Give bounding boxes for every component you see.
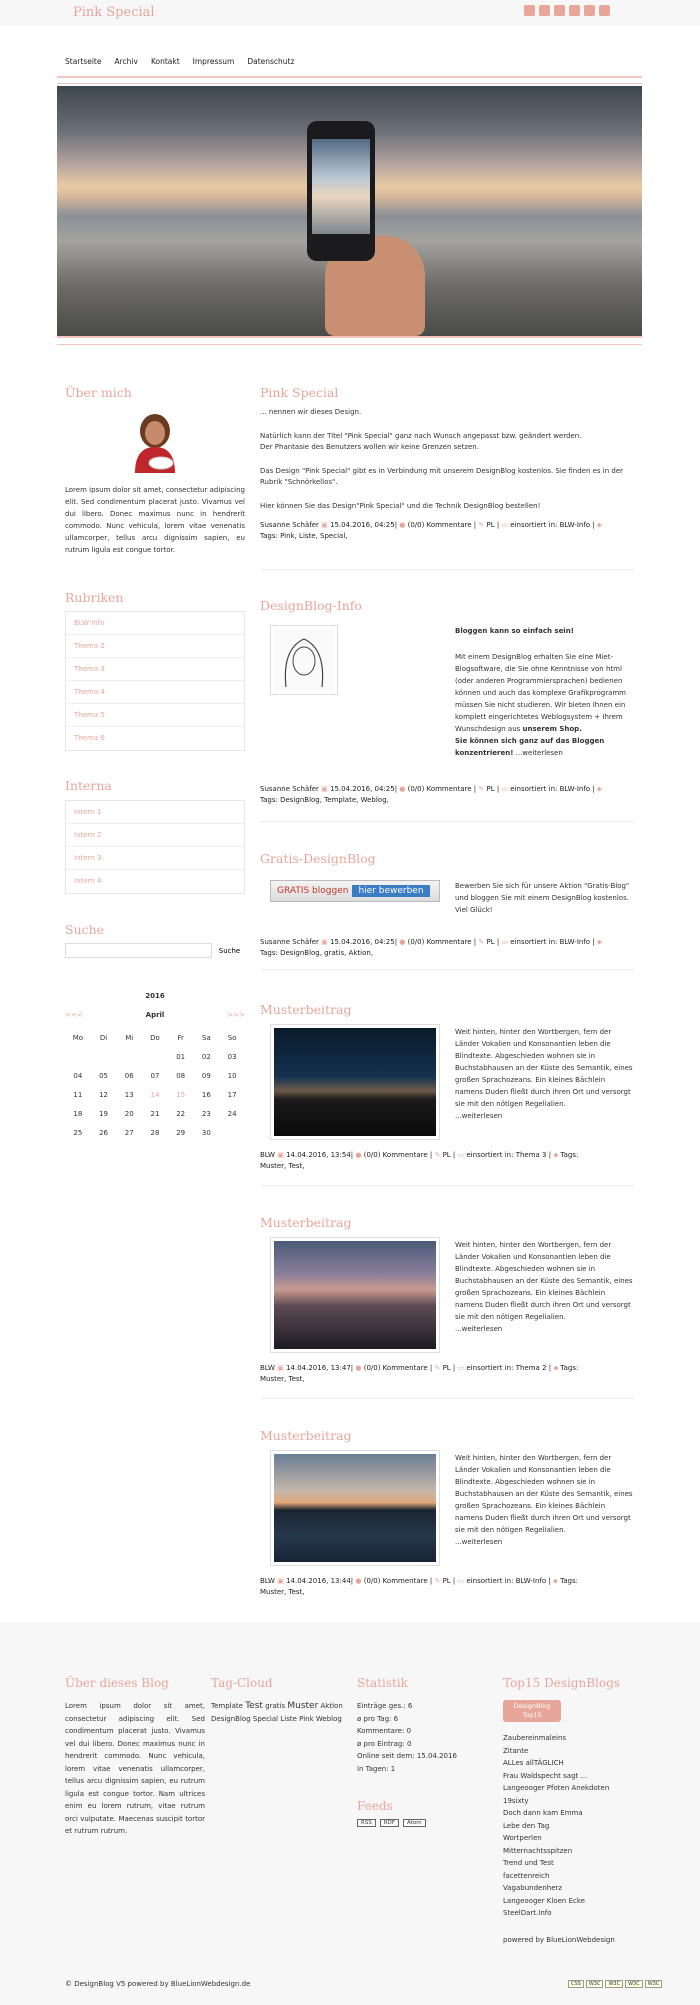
post-body: Bewerben Sie sich für unsere Aktion "Gratis-Blog" und bloggen Sie mit einem DesignBlog kostenlos. Viel Glück!: [455, 882, 630, 914]
calendar-day: 03: [227, 1052, 237, 1061]
tag-link[interactable]: Special: [252, 1715, 279, 1723]
stats-row: Online seit dem: 15.04.2016: [357, 1752, 457, 1760]
permalink[interactable]: PL: [442, 1364, 451, 1372]
search-input[interactable]: [65, 943, 212, 958]
weekday-label: Di: [99, 1033, 108, 1042]
tag-link[interactable]: gratis: [265, 1702, 286, 1710]
post-meta: BLW ▣ 14.04.2016, 13:54| ● (0/0) Kommentare | ✎ PL | ▭ einsortiert in: Thema 3 | ⬥ Tags: Muster, Test,: [260, 1151, 579, 1170]
top15-item[interactable]: ALLes allTÄGLICH: [503, 1759, 564, 1767]
post-thumbnail: [270, 1237, 440, 1353]
tag-link[interactable]: Weblog: [315, 1715, 342, 1723]
post-divider: [260, 1398, 635, 1399]
top15-item[interactable]: facettenreich: [503, 1871, 550, 1880]
weekday-label: So: [227, 1033, 237, 1042]
post-body: Weit hinten, hinter den Wortbergen, fern der Länder Vokalien und Konsonantien leben die Blindtexte. Abgeschieden wohnen sie in Buchstabhausen an der Küste des Semantik, eines großen Sprachozeans. Ein kleines Bächlein namens Duden fließt durch ihren Ort und versorgt sie mit den nötigen Regelialien. ...weiterlesen: [455, 1241, 633, 1333]
stats-row: ø pro Eintrag: 0: [357, 1739, 412, 1748]
feed-button[interactable]: Atom: [403, 1819, 426, 1827]
calendar-day: 06: [124, 1071, 134, 1080]
top15-item[interactable]: Zitante: [503, 1746, 529, 1755]
tags-links[interactable]: Muster, Test,: [260, 1162, 305, 1170]
post-line: Das Design "Pink Special" gibt es in Verbindung mit unserem DesignBlog kostenlos. Sie finden es in der Rubrik "Schnörkellos".: [260, 467, 624, 486]
calendar-prev[interactable]: <<<: [65, 1011, 83, 1019]
nav-startseite[interactable]: Startseite: [65, 57, 102, 66]
calendar-day-linked[interactable]: 15: [176, 1090, 186, 1099]
calendar-day: 05: [99, 1071, 109, 1080]
calendar-day: 23: [201, 1109, 211, 1118]
calendar-day: [65, 1047, 91, 1066]
top15-logo[interactable]: DesignBlog Top15: [503, 1700, 561, 1722]
post-body: Weit hinten, hinter den Wortbergen, fern der Länder Vokalien und Konsonantien leben die Blindtexte. Abgeschieden wohnen sie in Buchstabhausen an der Küste des Semantik, eines großen Sprachozeans. Ein kleines Bächlein namens Duden fließt durch ihren Ort und versorgt sie mit den nötigen Regelialien. ...weiterlesen: [455, 1028, 633, 1120]
footer-tagcloud: [211, 1676, 351, 1726]
stats-row: ø pro Tag: 6: [357, 1714, 399, 1723]
validator-badge: W3C: [586, 1980, 604, 1988]
calendar-day: 09: [201, 1071, 211, 1080]
top15-item[interactable]: Wortperlen: [503, 1834, 542, 1842]
category-list: [65, 611, 245, 751]
post-line: Hier können Sie das Design"Pink Special" und die Technik DesignBlog bestellen!: [260, 502, 541, 510]
shop-link[interactable]: unserem Shop.: [522, 725, 582, 733]
post-divider: [260, 821, 635, 822]
tags-links[interactable]: DesignBlog, gratis, Aktion,: [280, 949, 374, 957]
intern-item[interactable]: Intern 2: [66, 824, 244, 847]
instagram-icon[interactable]: [569, 5, 580, 16]
tags-links[interactable]: DesignBlog, Template, Weblog,: [280, 796, 389, 804]
footer-about: [65, 1676, 205, 1838]
post-title[interactable]: Musterbeitrag: [260, 1215, 352, 1230]
comments-link[interactable]: (0/0) Kommentare: [363, 1151, 428, 1159]
validator-badge: W3C: [605, 1980, 623, 1988]
top15-item[interactable]: Vagabundenherz: [503, 1884, 563, 1892]
header-divider: [57, 76, 642, 78]
site-brand[interactable]: Pink Special: [73, 5, 155, 20]
tag-link[interactable]: Test: [245, 1701, 263, 1711]
read-more[interactable]: ...weiterlesen: [455, 1538, 503, 1546]
tags-links[interactable]: Muster, Test,: [260, 1588, 305, 1596]
stats-row: Kommentare: 0: [357, 1727, 412, 1735]
post-title[interactable]: Musterbeitrag: [260, 1428, 352, 1443]
category-link[interactable]: BLW-Info: [559, 938, 591, 946]
validator-badge: W3C: [645, 1980, 663, 1988]
calendar-day: 10: [227, 1071, 237, 1080]
calendar-day: 16: [201, 1090, 211, 1099]
calendar-day: 07: [150, 1071, 160, 1080]
category-item[interactable]: BLW-Info: [66, 612, 244, 635]
social-links: [524, 5, 610, 16]
validator-badge: W3C: [625, 1980, 643, 1988]
tag-link[interactable]: Aktion: [320, 1702, 343, 1710]
categories-title: Rubriken: [65, 590, 124, 605]
search-form: [65, 943, 245, 958]
post-meta: Susanne Schäfer ▣ 15.04.2016, 04:25| ● (0/0) Kommentare | ✎ PL | ▭ einsortiert in: BLW-Info | ⬥ Tags: Pink, Liste, Special,: [260, 521, 602, 540]
intern-item[interactable]: Intern 3: [66, 847, 244, 870]
calendar-day: 02: [201, 1052, 211, 1061]
post-title[interactable]: Musterbeitrag: [260, 1002, 352, 1017]
footer-stats: [357, 1676, 497, 1827]
tags-links[interactable]: Pink, Liste, Special,: [280, 532, 348, 540]
calendar-day: 25: [73, 1128, 83, 1137]
permalink[interactable]: PL: [486, 785, 495, 793]
top15-item[interactable]: Mitternachtsspitzen: [503, 1846, 573, 1855]
tag-link[interactable]: Pink: [299, 1715, 314, 1723]
post-date: 15.04.2016, 04:25: [329, 521, 395, 529]
permalink[interactable]: PL: [442, 1577, 451, 1585]
calendar-day: [116, 1047, 142, 1066]
intern-title: Interna: [65, 778, 112, 793]
calendar-day: 24: [227, 1109, 237, 1118]
author: Susanne Schäfer: [260, 521, 319, 529]
about-text: Lorem ipsum dolor sit amet, consectetur adipiscing elit. Sed condimentum placerat justo. Vivamus vel dui libero. Donec maximus nunc in hendrerit commodo. Nunc vehicula, lorem vitae venenatis ullamcorper, tellus arcu dignissim sapien, eu rutrum ligula est congue tortor.: [65, 486, 245, 554]
tagcloud-title: Tag-Cloud: [211, 1676, 273, 1690]
post: [260, 851, 635, 961]
pinterest-icon[interactable]: [584, 5, 595, 16]
header-divider: [57, 83, 642, 84]
permalink[interactable]: PL: [486, 938, 495, 946]
post-meta: BLW ▣ 14.04.2016, 13:47| ● (0/0) Kommentare | ✎ PL | ▭ einsortiert in: Thema 2 | ⬥ Tags: Muster, Test,: [260, 1364, 579, 1383]
post-divider: [260, 969, 635, 970]
feed-button[interactable]: RDF: [380, 1819, 399, 1827]
top15-item[interactable]: 19sixty: [503, 1796, 529, 1805]
stats-row: in Tagen: 1: [357, 1764, 396, 1773]
post: [260, 1428, 635, 1628]
weekday-label: Do: [150, 1033, 160, 1042]
youtube-icon[interactable]: [599, 5, 610, 16]
intern-list: [65, 800, 245, 894]
comments-link[interactable]: (0/0) Kommentare: [363, 1364, 428, 1372]
calendar-day: 18: [73, 1109, 83, 1118]
tag-link[interactable]: Muster: [287, 1701, 319, 1711]
footer-top15: [503, 1676, 643, 1946]
post-divider: [260, 1185, 635, 1186]
instagram-icon[interactable]: [539, 5, 550, 16]
calendar-day: [91, 1047, 117, 1066]
calendar-next[interactable]: >>>: [227, 1011, 245, 1019]
category-link[interactable]: Thema 2: [515, 1364, 547, 1372]
category-link[interactable]: BLW-Info: [515, 1577, 547, 1585]
post-body: Weit hinten, hinter den Wortbergen, fern der Länder Vokalien und Konsonantien leben die Blindtexte. Abgeschieden wohnen sie in Buchstabhausen an der Küste des Semantik, eines großen Sprachozeans. Ein kleines Bächlein namens Duden fließt durch ihren Ort und versorgt sie mit den nötigen Regelialien. ...weiterlesen: [455, 1454, 633, 1546]
intern-item[interactable]: Intern 1: [66, 801, 244, 824]
category-link[interactable]: BLW-Info: [559, 521, 591, 529]
nav-impressum[interactable]: Impressum: [192, 57, 235, 66]
calendar-day: 30: [201, 1128, 211, 1137]
validator-badges: [568, 1980, 662, 1988]
calendar-day: 01: [176, 1052, 186, 1061]
post-thumbnail: [270, 1024, 440, 1140]
top15-item[interactable]: Doch dann kam Emma: [503, 1809, 583, 1817]
calendar-year: 2016: [145, 992, 165, 1000]
permalink[interactable]: PL: [442, 1151, 451, 1159]
post: [260, 1215, 635, 1415]
weekday-label: Fr: [177, 1033, 184, 1042]
calendar-day: 04: [73, 1071, 83, 1080]
calendar-day: 11: [73, 1090, 83, 1099]
category-label: einsortiert in:: [510, 521, 558, 529]
about-title: Über mich: [65, 385, 132, 400]
post-thumbnail: [270, 625, 338, 695]
top-bar: [0, 0, 700, 26]
calendar-day: 20: [124, 1109, 134, 1118]
tag-link[interactable]: Template: [211, 1702, 243, 1710]
hero-divider: [57, 336, 642, 338]
calendar-day: 19: [99, 1109, 109, 1118]
stats-row: Einträge ges.: 6: [357, 1702, 413, 1710]
comments-link[interactable]: (0/0) Kommentare: [363, 1577, 428, 1585]
footer-about-text: Lorem ipsum dolor sit amet, consectetur adipiscing elit. Sed condimentum placerat justo. Vivamus vel dui libero. Donec maximus nunc in hendrerit commodo. Nunc vehicula, lorem vitae venenatis ullamcorper, tellus arcu dignissim sapien, eu rutrum ligula est congue tortor. Nam ultrices enim eu lorem rutrum, vitae rutrum orci vulputate. Maecenas suscipit tortor et rutrum rutrum.: [65, 1702, 205, 1835]
hero-divider: [57, 344, 642, 345]
feed-button[interactable]: RSS: [357, 1819, 376, 1827]
validator-badge: CSS: [568, 1980, 584, 1988]
top15-item[interactable]: Langeooger Kloen Ecke: [503, 1896, 585, 1905]
hero-image: [57, 86, 642, 336]
read-more[interactable]: ...weiterlesen: [515, 749, 563, 757]
top15-item[interactable]: Lebe den Tag: [503, 1821, 550, 1830]
copyright: © DesignBlog V5 powered by BlueLionWebdesign.de: [65, 1980, 251, 1988]
calendar-grid: [65, 1028, 245, 1142]
gratis-banner[interactable]: GRATIS bloggen hier bewerben: [270, 880, 440, 902]
tag-link[interactable]: Liste: [280, 1715, 297, 1723]
calendar-day: 26: [99, 1128, 109, 1137]
calendar-day: 17: [227, 1090, 237, 1099]
category-item[interactable]: Thema 4: [66, 681, 244, 704]
calendar-day: 08: [176, 1071, 186, 1080]
post-title[interactable]: Pink Special: [260, 385, 339, 400]
comments-link[interactable]: (0/0) Kommentare: [407, 785, 472, 793]
calendar-day: 13: [124, 1090, 134, 1099]
post-thumbnail: [270, 1450, 440, 1566]
top15-item[interactable]: Langeooger Pfoten Anekdoten: [503, 1784, 610, 1792]
weekday-label: Sa: [202, 1033, 211, 1042]
post-line: Der Phantasie des Benutzers wollen wir keine Grenzen setzen.: [260, 443, 479, 451]
footer-about-title: Über dieses Blog: [65, 1676, 169, 1690]
calendar-day: 28: [150, 1128, 160, 1137]
tag-link[interactable]: DesignBlog: [211, 1715, 251, 1723]
calendar-day: 12: [99, 1090, 109, 1099]
tags-label: Tags:: [260, 532, 278, 540]
search-button[interactable]: Suche: [214, 943, 245, 958]
top15-item[interactable]: Frau Waldspecht sagt ...: [503, 1771, 588, 1780]
calendar: [65, 992, 245, 1142]
sidebar: [65, 385, 245, 1137]
calendar-day: [142, 1047, 168, 1066]
post-meta: Susanne Schäfer ▣ 15.04.2016, 04:25| ● (0/0) Kommentare | ✎ PL | ▭ einsortiert in: BLW-Info | ⬥ Tags: DesignBlog, gratis, Aktion,: [260, 938, 602, 957]
twitter-icon[interactable]: [554, 5, 565, 16]
comments-link[interactable]: (0/0) Kommentare: [407, 521, 472, 529]
powered-by: powered by BlueLionWebdesign: [503, 1935, 615, 1944]
category-item[interactable]: Thema 3: [66, 658, 244, 681]
post: [260, 598, 635, 813]
facebook-icon[interactable]: [524, 5, 535, 16]
post-body: Mit einem DesignBlog erhalten Sie eine Miet-Blogsoftware, die Sie ohne Kenntnisse von html (oder anderen Programmiersprachen) bedienen können und auch das komplexe Grafikprogramm müssen Sie nicht studieren. Wir bieten Ihnen ein komplett eingerichtetes Weblogsystem + Ihrem Wunschdesign aus unserem Shop. Sie können sich ganz auf das Bloggen konzentrieren! ...weiterlesen: [455, 653, 627, 757]
nav-datenschutz[interactable]: Datenschutz: [247, 57, 295, 66]
calendar-day: 29: [176, 1128, 186, 1137]
top15-item[interactable]: Trend und Test: [503, 1859, 554, 1867]
post: [260, 1002, 635, 1202]
read-more[interactable]: ...weiterlesen: [455, 1325, 503, 1333]
category-item[interactable]: Thema 2: [66, 635, 244, 658]
nav-kontakt[interactable]: Kontakt: [150, 57, 180, 66]
calendar-day: 21: [150, 1109, 160, 1118]
category-link[interactable]: BLW-Info: [559, 785, 591, 793]
post-title[interactable]: DesignBlog-Info: [260, 598, 362, 613]
feeds-title: Feeds: [357, 1799, 393, 1813]
phone: [307, 121, 375, 261]
top15-title: Top15 DesignBlogs: [503, 1676, 620, 1690]
permalink[interactable]: PL: [486, 521, 495, 529]
post: [260, 385, 635, 542]
stats-title: Statistik: [357, 1676, 408, 1690]
post-title[interactable]: Gratis-DesignBlog: [260, 851, 376, 866]
category-item[interactable]: Thema 6: [74, 734, 105, 742]
post-meta: BLW ▣ 14.04.2016, 13:44| ● (0/0) Kommentare | ✎ PL | ▭ einsortiert in: BLW-Info | ⬥ Tags: Muster, Test,: [260, 1577, 578, 1596]
weekday-label: Mi: [125, 1033, 134, 1042]
post-line: ... nennen wir dieses Design.: [260, 408, 362, 416]
top15-item[interactable]: Zaubereinmaleins: [503, 1734, 567, 1742]
read-more[interactable]: ...weiterlesen: [455, 1112, 503, 1120]
calendar-day: 27: [124, 1128, 134, 1137]
tags-links[interactable]: Muster, Test,: [260, 1375, 305, 1383]
top15-item[interactable]: SteelDart.Info: [503, 1909, 552, 1917]
weekday-label: Mo: [72, 1033, 84, 1042]
intern-item[interactable]: Intern 4: [74, 877, 102, 885]
calendar-month: April: [145, 1011, 165, 1019]
comments-link[interactable]: (0/0) Kommentare: [407, 938, 472, 946]
category-item[interactable]: Thema 5: [66, 704, 244, 727]
post-divider: [260, 569, 635, 570]
post-meta: Susanne Schäfer ▣ 15.04.2016, 04:25| ● (0/0) Kommentare | ✎ PL | ▭ einsortiert in: BLW-Info | ⬥ Tags: DesignBlog, Template, Weblog,: [260, 785, 602, 804]
calendar-day-linked[interactable]: 14: [150, 1090, 160, 1099]
calendar-day: 22: [176, 1109, 186, 1118]
calendar-day: [219, 1123, 245, 1142]
post-heading: Bloggen kann so einfach sein!: [455, 627, 574, 635]
category-link[interactable]: Thema 3: [515, 1151, 547, 1159]
main-nav: [65, 57, 307, 66]
nav-archiv[interactable]: Archiv: [114, 57, 138, 66]
avatar: [127, 411, 183, 473]
search-title: Suche: [65, 922, 105, 937]
post-line: Natürlich kann der Titel "Pink Special" ganz nach Wunsch angepasst bzw. geändert werden.: [260, 432, 582, 440]
